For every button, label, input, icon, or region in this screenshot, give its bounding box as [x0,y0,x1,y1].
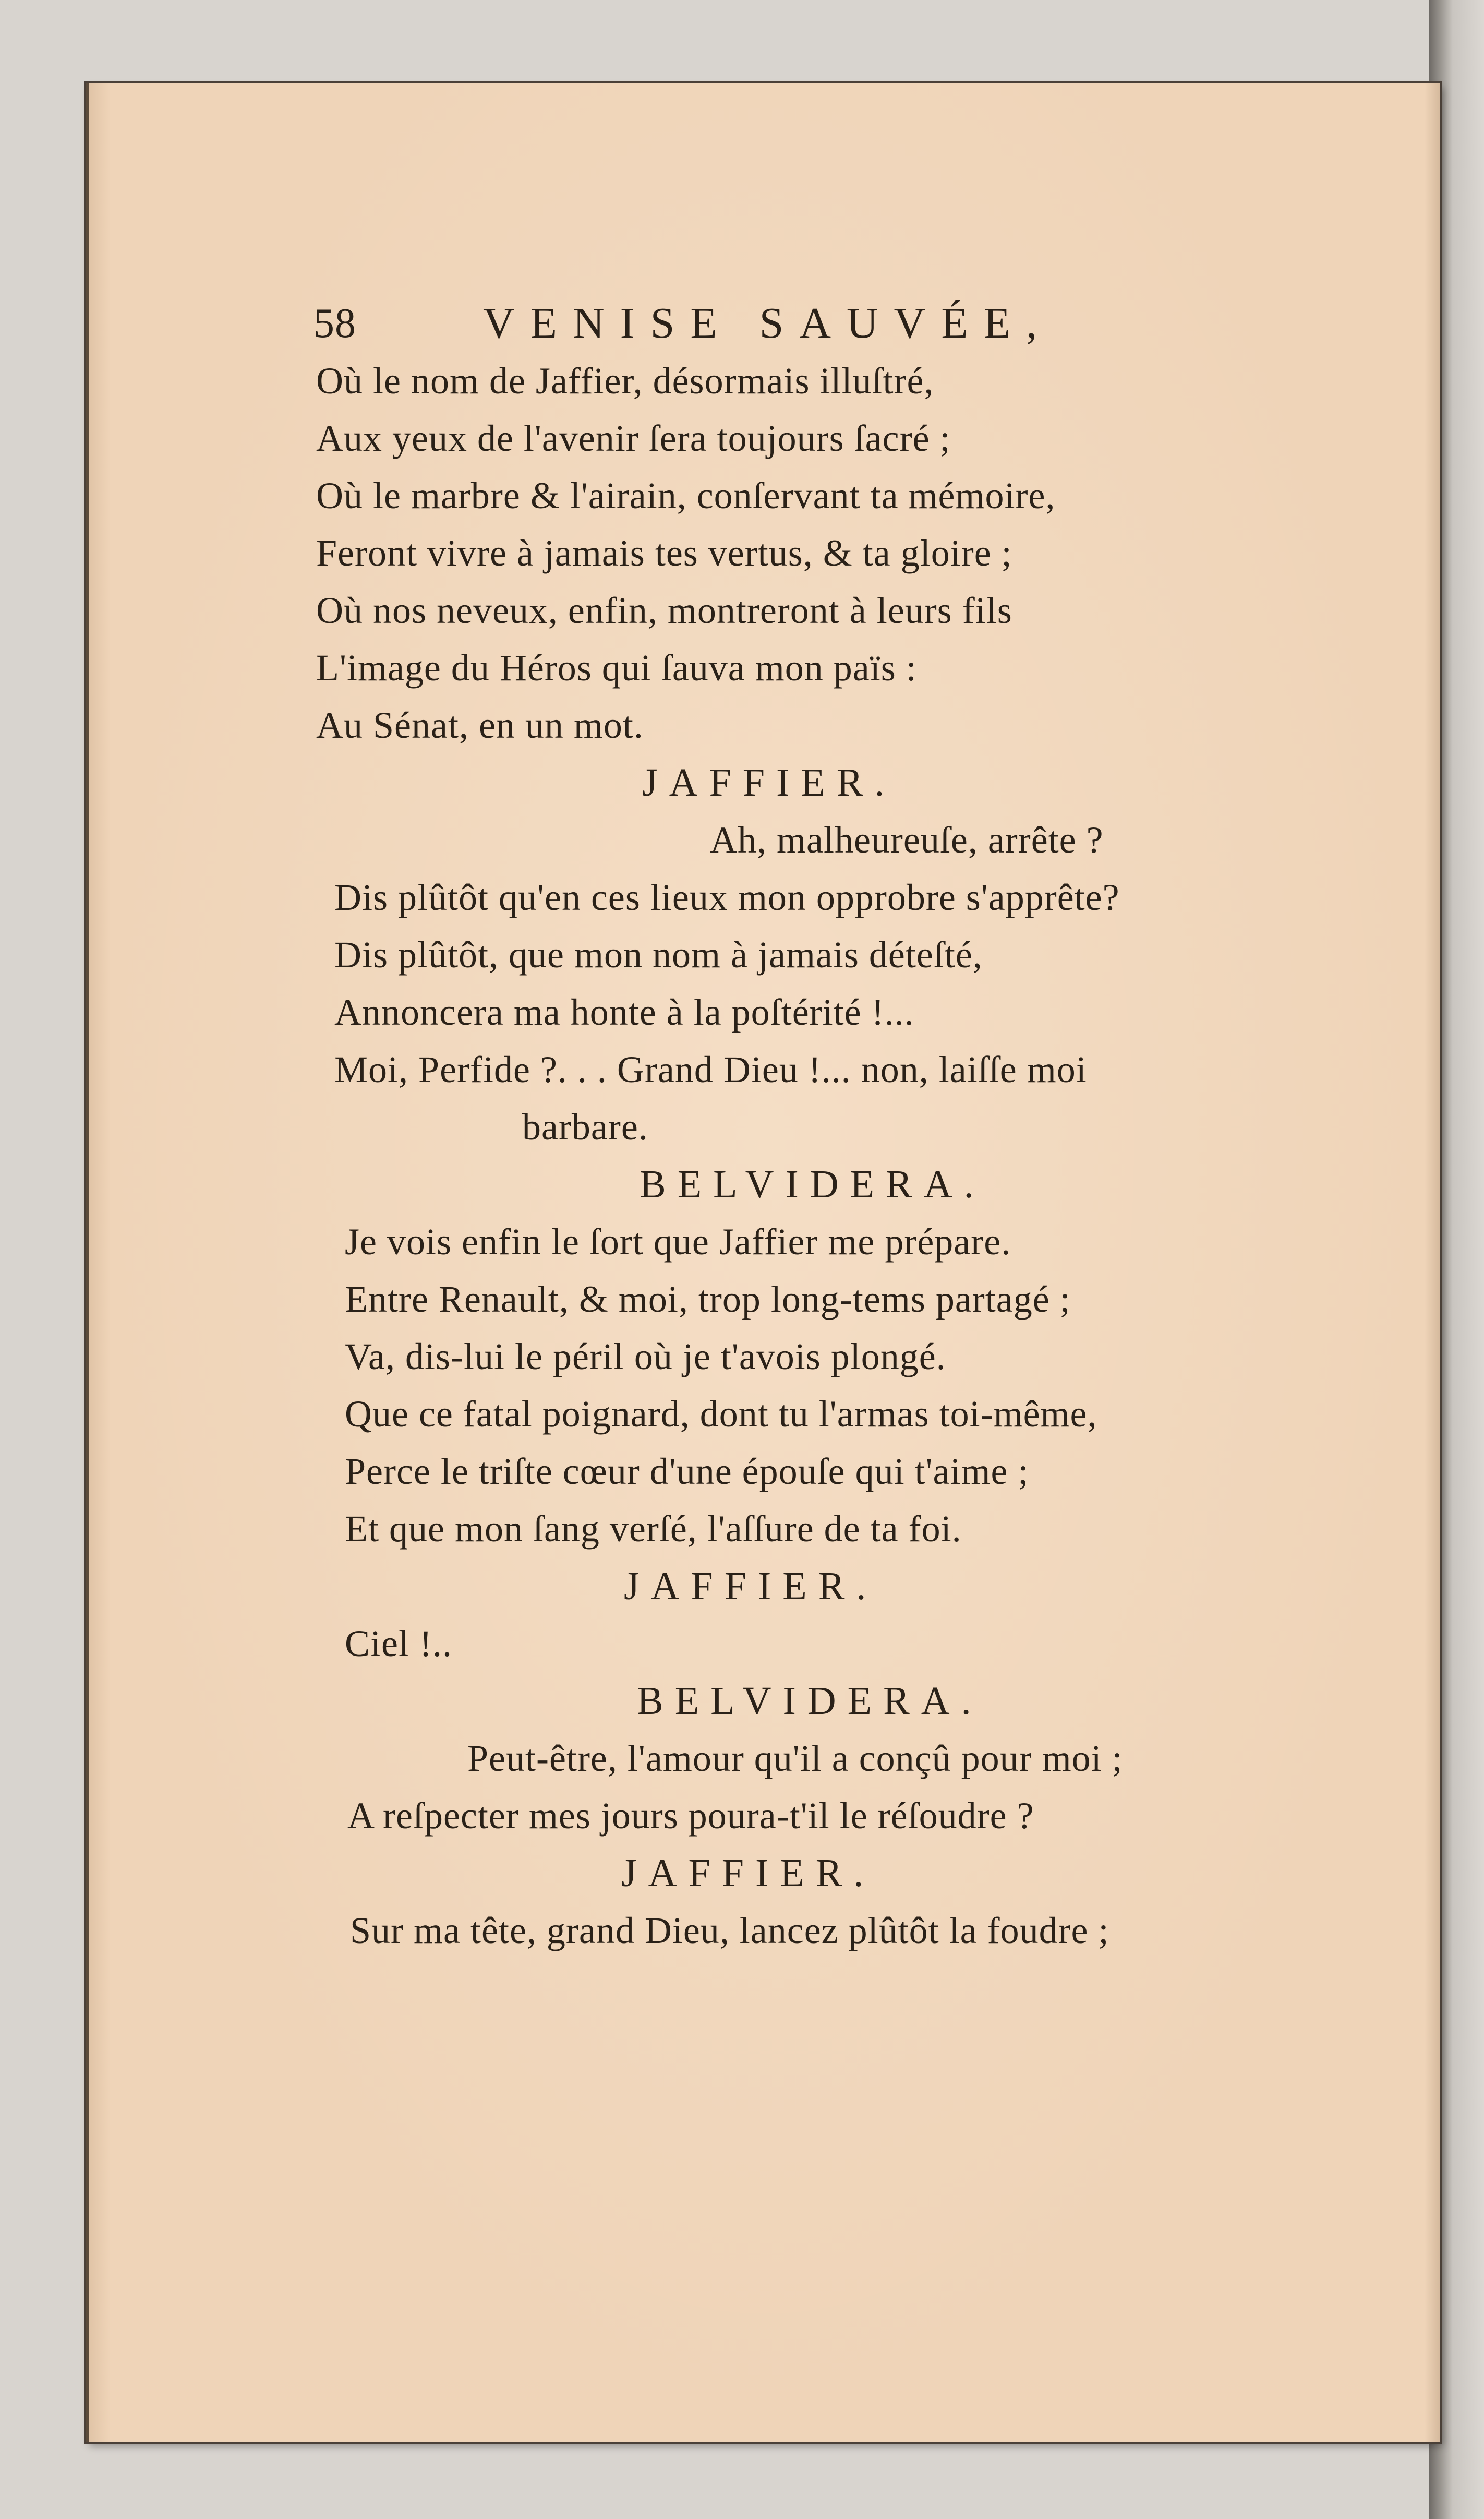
verse-line: Où nos neveux, enfin, montreront à leurs fils [316,590,1012,631]
verse-line: Dis plûtôt qu'en ces lieux mon opprobre s'apprête? [334,877,1120,918]
verse-line: Va, dis-lui le péril où je t'avois plongé. [345,1336,946,1377]
verse-line: Où le marbre & l'airain, conſervant ta mémoire, [316,475,1056,517]
verse-line: Aux yeux de l'avenir ſera toujours ſacré ; [316,417,951,459]
verse-line: Moi, Perfide ?. . . Grand Dieu !... non, laiſſe moi [334,1049,1087,1090]
verse-line: Entre Renault, & moi, trop long-tems partagé ; [345,1278,1071,1320]
speaker-name: BELVIDERA. [637,1679,983,1723]
speaker-name: BELVIDERA. [640,1162,985,1206]
verse-line: Sur ma tête, grand Dieu, lancez plûtôt la foudre ; [350,1910,1109,1951]
speaker-name: JAFFIER. [624,1564,878,1608]
speaker-name: JAFFIER. [642,761,896,805]
verse-line: barbare. [522,1106,648,1148]
verse-line: Et que mon ſang verſé, l'aſſure de ta foi. [345,1508,962,1550]
book-page [86,83,1440,2442]
verse-line: Ah, malheureuſe, arrête ? [710,819,1104,861]
verse-line: Je vois enfin le ſort que Jaffier me prépare. [345,1221,1011,1263]
verse-line: Dis plûtôt, que mon nom à jamais déteſté, [334,934,983,976]
verse-line: L'image du Héros qui ſauva mon païs : [316,647,917,689]
verse-line: Où le nom de Jaffier, désormais illuſtré, [316,360,934,402]
verse-line: Que ce fatal poignard, dont tu l'armas toi-même, [345,1393,1097,1435]
page-number: 58 [313,301,356,346]
verse-line: A reſpecter mes jours poura-t'il le réſoudre ? [347,1795,1034,1837]
verse-line: Annoncera ma honte à la poſtérité !... [334,991,914,1033]
verse-line: Ciel !.. [345,1623,452,1664]
verse-line: Peut-être, l'amour qu'il a conçû pour moi ; [467,1737,1123,1779]
verse-line: Au Sénat, en un mot. [316,704,644,746]
verse-line: Perce le triſte cœur d'une épouſe qui t'aime ; [345,1450,1029,1492]
speaker-name: JAFFIER. [621,1851,875,1895]
page-text [89,83,1440,2442]
verse-line: Feront vivre à jamais tes vertus, & ta gloire ; [316,532,1012,574]
running-title: VENISE SAUVÉE, [483,299,1053,347]
